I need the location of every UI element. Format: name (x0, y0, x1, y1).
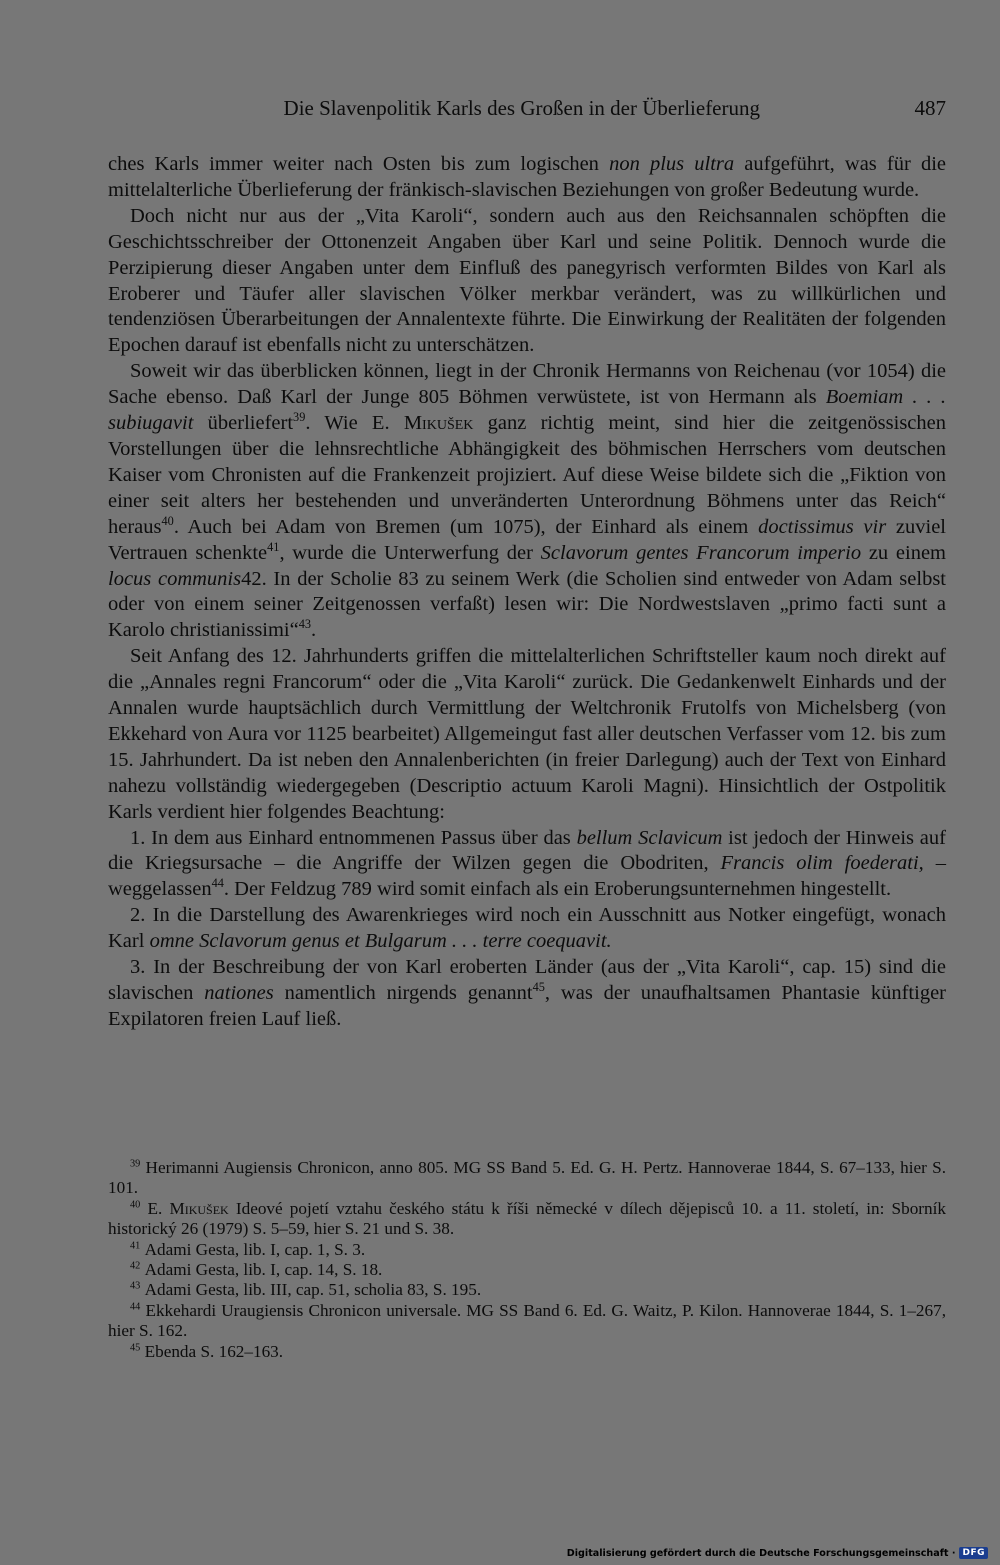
list-item-3: 3. In der Beschreibung der von Karl eroberten Länder (aus der „Vita Karoli“, cap. 15) sind die slavischen nationes namentlich nirgends genannt$^{45}$, was der unaufhaltsamen Phantasie künftiger Expilatoren freien Lauf ließ. (108, 956, 946, 1030)
list-item-2: 2. In die Darstellung des Awarenkrieges wird noch ein Ausschnitt aus Notker eingefügt, wonach Karl omne Sclavorum genus et Bulgarum . . . terre coequavit. (108, 904, 946, 953)
footnote-40: $^{40}$ E. Mikušek Ideové pojetí vztahu českého státu k říši německé v dílech dějepisců 10. a 11. století, in: Sborník historický 26 (1979) S. 5–59, hier S. 21 und S. 38. (108, 1198, 946, 1239)
footnote-45: $^{45}$ Ebenda S. 162–163. (130, 1341, 284, 1361)
list-item-1: 1. In dem aus Einhard entnommenen Passus über das bellum Sclavicum ist jedoch der Hinweis auf die Kriegsursache – die Angriffe der Wilzen gegen die Obodriten, Francis olim foederati, – weggelassen$^{44}$. Der Feldzug 789 wird somit einfach als ein Eroberungsunternehmen hingestellt. (108, 826, 946, 901)
page-number: 487 (914, 96, 946, 120)
paragraph-2: Doch nicht nur aus der „Vita Karoli“, sondern auch aus den Reichsannalen schöpften die Geschichtsschreiber der Ottonenzeit Angaben über Karl und seine Politik. Dennoch wurde die Perzipierung dieser Angaben unter dem Einfluß des panegyrisch verformten Bildes von Karl als Eroberer und Täufer aller slavischen Völker merkbar verändert, was zu willkürlichen und tendenziösen Überarbeitungen der Annalentexte führte. Die Einwirkung der Realitäten der folgenden Epochen darauf ist ebenfalls nicht zu unterschätzen. (108, 204, 946, 357)
footnote-39: $^{39}$ Herimanni Augiensis Chronicon, anno 805. MG SS Band 5. Ed. G. H. Pertz. Hannoverae 1844, S. 67–133, hier S. 101. (108, 1158, 946, 1198)
footnote-42: $^{42}$ Adami Gesta, lib. I, cap. 14, S. 18. (130, 1260, 383, 1280)
digitization-footer (567, 1545, 988, 1561)
dfg-logo: DFG (959, 1547, 988, 1559)
footnote-41: $^{41}$ Adami Gesta, lib. I, cap. 1, S. 3. (130, 1239, 366, 1259)
footnote-44: $^{44}$ Ekkehardi Uraugiensis Chronicon universale. MG SS Band 6. Ed. G. Waitz, P. Kilon. Hannoverae 1844, S. 1–267, hier S. 162. (108, 1300, 946, 1341)
paragraph-1: ches Karls immer weiter nach Osten bis zum logischen non plus ultra aufgeführt, was für die mittelalterliche Überlieferung der fränkisch-slavischen Beziehungen von großer Bedeutung wurde. (108, 153, 947, 201)
paragraph-4: Seit Anfang des 12. Jahrhunderts griffen die mittelalterlichen Schriftsteller kaum noch direkt auf die „Annales regni Francorum“ oder die „Vita Karoli“ zurück. Die Gedankenwelt Einhards und der Annalen wurde hauptsächlich durch Vermittlung der Weltchronik Frutolfs von Michelsberg (von Ekkehard von Aura vor 1125 bearbeitet) Allgemeingut fast aller deutschen Verfasser vom 12. bis zum 15. Jahrhundert. Da ist neben den Annalenberichten (in freier Darlegung) auch der Text von Einhard nahezu vollständig wiedergegeben (Descriptio actuum Karoli Magni). Hinsichtlich der Ostpolitik Karls verdient hier folgendes Beachtung: (108, 645, 946, 823)
main-text (108, 152, 946, 1033)
footnotes (108, 1158, 946, 1362)
running-title: Die Slavenpolitik Karls des Großen in der Überlieferung (283, 96, 760, 120)
funding-note: Digitalisierung gefördert durch die Deutsche Forschungsgemeinschaft · (566, 1547, 956, 1559)
paragraph-3: Soweit wir das überblicken können, liegt in der Chronik Hermanns von Reichenau (vor 1054) die Sache ebenso. Daß Karl der Junge 805 Böhmen verwüstete, ist von Hermann als Boemiam . . . subiugavit überliefert$^{39}$. Wie E. Mikušek ganz richtig meint, sind hier die zeitgenössischen Vorstellungen über die lehnsrechtliche Abhängigkeit des böhmischen Herrschers vom deutschen Kaiser vom Chronisten auf die Frankenzeit projiziert. Auf diese Weise bildete sich die „Fiktion von einer seit alters her bestehenden und unveränderten Unterordnung Böhmens unter das Reich“ heraus$^{40}$. Auch bei Adam von Bremen (um 1075), der Einhard als einem doctissimus vir zuviel Vertrauen schenkte$^{41}$, wurde die Unterwerfung der Sclavorum gentes Francorum imperio zu einem locus communis42. In der Scholie 83 zu seinem Werk (die Scholien sind entweder von Adam selbst oder von einem seiner Zeitgenossen verfaßt) lesen wir: Die Nordwestslaven „primo facti sunt a Karolo christianissimi“$^{43}$. (108, 360, 947, 642)
running-header (108, 94, 946, 122)
footnote-43: $^{43}$ Adami Gesta, lib. III, cap. 51, scholia 83, S. 195. (130, 1280, 482, 1300)
